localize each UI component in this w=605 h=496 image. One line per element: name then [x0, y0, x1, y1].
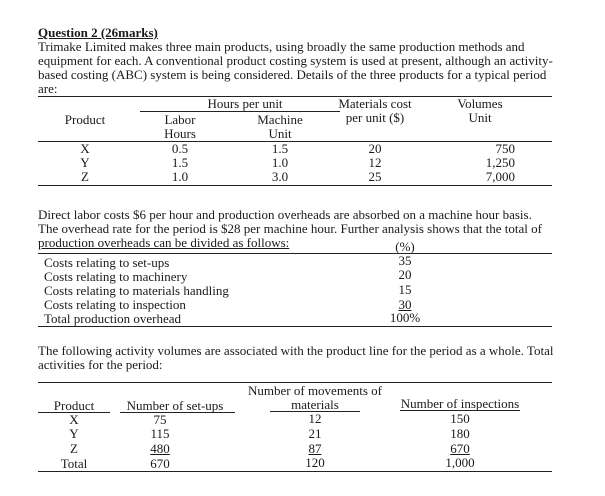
machine-cell: 3.0 — [271, 169, 289, 184]
movements-subheader: materials — [291, 397, 339, 412]
product-cell: X — [80, 141, 90, 156]
materials-cell: 12 — [368, 155, 382, 170]
hours-subheader: Hours — [164, 126, 196, 141]
labor-cell: 1.5 — [171, 155, 189, 170]
table-rule — [38, 326, 552, 327]
volumes-header: Volumes — [457, 96, 503, 111]
machine-cell: 1.0 — [271, 155, 289, 170]
movements-cell: 12 — [308, 411, 322, 426]
overhead-value: 15 — [398, 282, 412, 297]
setups-cell: 115 — [150, 426, 170, 441]
product-cell: Y — [80, 155, 90, 170]
overhead-value: 20 — [398, 267, 412, 282]
intro-line: equipment for each. A conventional product costing system is used at present, although an activity- — [38, 53, 553, 68]
overhead-label: Costs relating to materials handling — [44, 283, 229, 298]
paragraph-line: The following activity volumes are associated with the product line for the period as a whole. Total — [38, 343, 554, 358]
inspections-cell: 180 — [450, 426, 470, 441]
inspections-cell-text: 670 — [450, 441, 470, 456]
volumes-cell: 7,000 — [485, 169, 515, 184]
paragraph-line: Direct labor costs $6 per hour and production overheads are absorbed on a machine hour basis. — [38, 207, 532, 222]
unit-subheader: Unit — [268, 126, 292, 141]
movements-cell-text: 87 — [308, 441, 322, 456]
product-cell: Z — [70, 441, 78, 456]
table-rule — [38, 471, 552, 472]
movements-header: Number of movements of — [248, 383, 382, 398]
overhead-total-label: Total production overhead — [44, 311, 181, 326]
intro-line: based costing (ABC) system is being considered. Details of the three products for a typical period — [38, 67, 547, 82]
table-rule — [38, 185, 552, 186]
paragraph-line: activities for the period: — [38, 357, 163, 372]
movements-total: 120 — [305, 455, 325, 470]
product-cell: Z — [81, 169, 89, 184]
overhead-total-value: 100% — [389, 310, 421, 325]
inspections-cell: 150 — [450, 411, 470, 426]
overhead-label: Costs relating to machinery — [44, 269, 188, 284]
machine-cell: 1.5 — [271, 141, 289, 156]
materials-cost-subheader: per unit ($) — [345, 110, 405, 125]
overhead-value: 35 — [398, 253, 412, 268]
labor-cell: 1.0 — [171, 169, 189, 184]
setups-cell: 75 — [153, 412, 167, 427]
inspections-header: Number of inspections — [400, 396, 520, 411]
product-cell: Y — [69, 426, 79, 441]
paragraph-line: production overheads can be divided as follows: — [38, 235, 290, 250]
intro-paragraph — [38, 40, 560, 96]
volumes-cell: 1,250 — [485, 155, 515, 170]
setups-header: Number of set-ups — [126, 398, 224, 413]
materials-cell: 25 — [368, 169, 382, 184]
inspections-cell — [430, 442, 490, 456]
overhead-paragraph — [38, 208, 560, 250]
table-rule — [38, 253, 552, 254]
materials-cell: 20 — [368, 141, 382, 156]
percent-header: (%) — [395, 239, 415, 254]
volumes-cell: 750 — [495, 141, 515, 156]
machine-header: Machine — [257, 112, 303, 127]
overhead-label: Costs relating to set-ups — [44, 255, 170, 270]
labor-cell: 0.5 — [171, 141, 189, 156]
materials-cost-header: Materials cost — [338, 96, 412, 111]
intro-line: Trimake Limited makes three main products, using broadly the same production methods and — [38, 39, 525, 54]
setups-cell — [120, 442, 200, 456]
setups-cell-text: 480 — [150, 441, 170, 456]
activity-paragraph — [38, 344, 560, 372]
movements-cell: 21 — [308, 426, 322, 441]
product-cell: X — [69, 412, 79, 427]
overhead-label: Costs relating to inspection — [44, 297, 186, 312]
setups-total: 670 — [150, 456, 170, 471]
intro-line: are: — [38, 81, 58, 96]
movements-cell — [285, 442, 345, 456]
product-header: Product — [64, 112, 106, 127]
inspections-total: 1,000 — [445, 455, 475, 470]
labor-header: Labor — [164, 112, 196, 127]
paragraph-line: The overhead rate for the period is $28 per machine hour. Further analysis shows that the total of — [38, 221, 542, 236]
product-total-label: Total — [60, 456, 88, 471]
question-title: Question 2 (26marks) — [38, 25, 158, 40]
hours-per-unit-header: Hours per unit — [207, 96, 283, 111]
product-header: Product — [53, 398, 95, 413]
volumes-subheader: Unit — [468, 110, 492, 125]
overhead-value-text: 30 — [398, 297, 412, 312]
